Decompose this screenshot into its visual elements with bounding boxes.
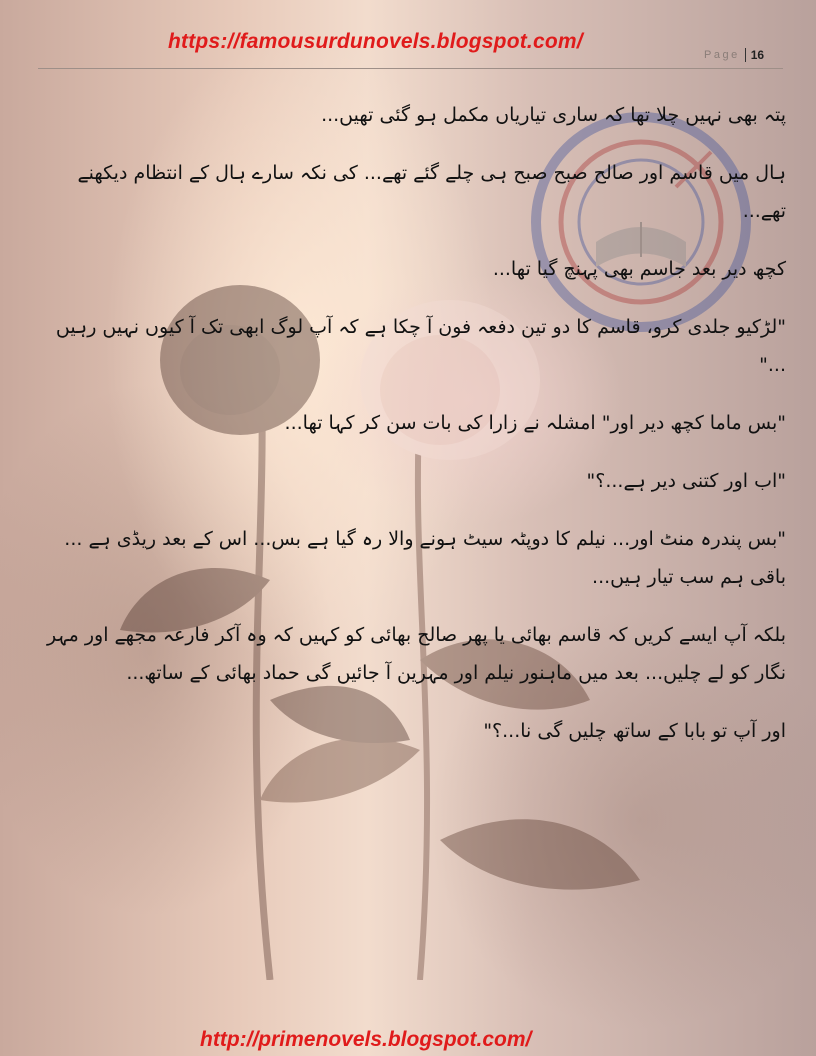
- paragraph: پتہ بھی نہیں چلا تھا کہ ساری تیاریاں مکمل ہو گئی تھیں...: [321, 104, 786, 126]
- page-number-block: [704, 48, 764, 62]
- paragraph: "لڑکیو جلدی کرو، قاسم کا دو تین دفعہ فون آ چکا ہے کہ آپ لوگ ابھی تک آ کیوں نہیں رہیں ...": [55, 316, 786, 376]
- header-divider: [38, 68, 783, 69]
- paragraph: کچھ دیر بعد جاسم بھی پہنچ گیا تھا...: [492, 258, 786, 280]
- page-separator: [745, 48, 746, 62]
- body-text: [38, 96, 786, 750]
- page-number: 16: [750, 48, 765, 62]
- paragraph: بلکہ آپ ایسے کریں کہ قاسم بھائی یا پھر صالح بھائی کو کہیں کہ وہ آکر فارعہ مجھے اور مہر نگار کو لے چلیں... بعد میں ماہنور نیلم اور مہرین آ جائیں گی حماد بھائی کے ساتھ...: [47, 624, 786, 684]
- header-url[interactable]: https://famousurdunovels.blogspot.com/: [168, 30, 583, 53]
- footer-url[interactable]: http://primenovels.blogspot.com/: [200, 1028, 532, 1051]
- paragraph: "بس ماما کچھ دیر اور" امشلہ نے زارا کی بات سن کر کہا تھا...: [284, 412, 786, 434]
- paragraph: "بس پندرہ منٹ اور... نیلم کا دوپٹہ سیٹ ہونے والا رہ گیا ہے بس... اس کے بعد ریڈی ہے ... باقی ہم سب تیار ہیں...: [64, 528, 786, 588]
- page-label: Page: [704, 49, 740, 61]
- paragraph: ہال میں قاسم اور صالح صبح صبح ہی چلے گئے تھے... کی نکہ سارے ہال کے انتظام دیکھنے تھے...: [77, 162, 786, 222]
- paragraph: "اب اور کتنی دیر ہے...؟": [586, 470, 786, 492]
- paragraph: اور آپ تو بابا کے ساتھ چلیں گی نا...؟": [483, 720, 786, 742]
